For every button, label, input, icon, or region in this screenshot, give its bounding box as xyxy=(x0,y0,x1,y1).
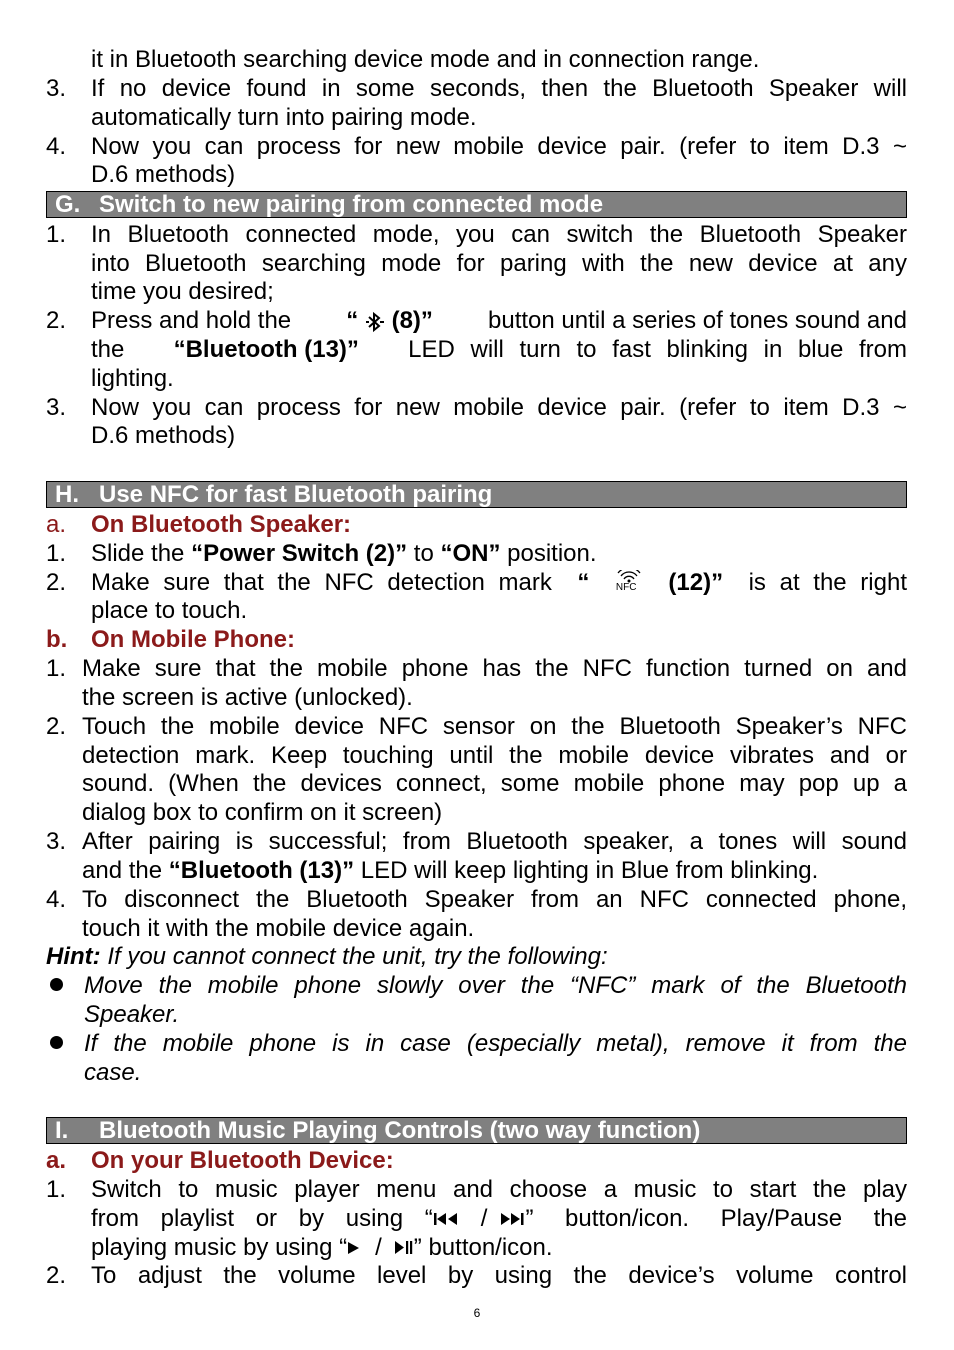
list-number: 1. xyxy=(46,655,67,682)
text-fragment: LED will turn to fast blinking in blue from xyxy=(408,336,907,363)
play-icon xyxy=(347,1240,361,1256)
page-number: 6 xyxy=(473,1306,481,1320)
list-number: 3. xyxy=(46,394,67,421)
led-reference: “Bluetooth (13)” xyxy=(173,336,359,363)
list-item-text: If no device found in some seconds, then the Bluetooth Speaker will xyxy=(91,75,907,102)
quote-open: “ xyxy=(346,307,359,334)
bullet-text: Move the mobile phone slowly over the “NFC” mark of the Bluetooth xyxy=(84,972,907,999)
text-fragment: button until a series of tones sound and xyxy=(488,307,907,334)
subsection-label: a. xyxy=(46,511,67,538)
subsection-title: On Bluetooth Speaker: xyxy=(91,511,352,538)
list-number: 1. xyxy=(46,540,67,567)
section-h-header xyxy=(46,481,907,508)
list-item-text: the screen is active (unlocked). xyxy=(82,684,413,711)
list-item-text: Now you can process for new mobile device pair. (refer to item D.3 ~ xyxy=(91,133,907,160)
list-item-text: sound. (When the devices connect, some mobile phone may pop up a xyxy=(82,770,907,797)
subsection-label: b. xyxy=(46,626,68,653)
section-label: I. xyxy=(55,1117,69,1144)
text-fragment: from playlist or by using “ xyxy=(91,1205,433,1232)
section-title: Bluetooth Music Playing Controls (two way function) xyxy=(99,1117,701,1144)
hint xyxy=(46,942,608,971)
separator: / xyxy=(480,1205,488,1232)
list-number: 2. xyxy=(46,307,67,334)
list-number: 2. xyxy=(46,713,67,740)
position-reference: “ON” xyxy=(440,540,501,567)
subsection-label: a. xyxy=(46,1147,67,1174)
list-item-text xyxy=(91,1233,553,1262)
text-fragment: is at the right xyxy=(748,569,907,596)
subsection-title: On Mobile Phone: xyxy=(91,626,295,653)
list-item-text xyxy=(91,539,597,568)
bullet-text: If the mobile phone is in case (especially metal), remove it from the xyxy=(84,1030,907,1057)
button-reference xyxy=(346,306,433,335)
text-fragment: and the xyxy=(82,857,163,884)
list-item-text: After pairing is successful; from Bluetooth speaker, a tones will sound xyxy=(82,828,907,855)
list-number: 4. xyxy=(46,133,67,160)
list-item-text: Touch the mobile device NFC sensor on the Bluetooth Speaker’s NFC xyxy=(82,713,907,740)
previous-track-icon xyxy=(433,1211,459,1227)
list-number: 4. xyxy=(46,886,67,913)
bluetooth-pairing-icon xyxy=(365,311,385,333)
nfc-mark-icon xyxy=(615,568,643,597)
list-item-text xyxy=(91,335,907,364)
section-title: Use NFC for fast Bluetooth pairing xyxy=(99,481,493,508)
next-track-icon xyxy=(499,1211,525,1227)
list-item-text: automatically turn into pairing mode. xyxy=(91,104,477,131)
section-i-header xyxy=(46,1117,907,1144)
list-item-text: D.6 methods) xyxy=(91,422,236,449)
hint-label: Hint: xyxy=(46,943,101,970)
list-item-text: touch it with the mobile device again. xyxy=(82,915,475,942)
quote-open: “ xyxy=(577,569,590,596)
list-item-text: into Bluetooth searching mode for paring with the new device at any xyxy=(91,250,907,277)
intro-continuation: it in Bluetooth searching device mode and in connection range. xyxy=(91,46,760,73)
list-item-text: Now you can process for new mobile device pair. (refer to item D.3 ~ xyxy=(91,394,907,421)
list-item-text: In Bluetooth connected mode, you can switch the Bluetooth Speaker xyxy=(91,221,907,248)
list-item-text: place to touch. xyxy=(91,597,248,624)
subsection-title: On your Bluetooth Device: xyxy=(91,1147,394,1174)
nfc-mark-text: NFC xyxy=(615,582,637,593)
list-number: 3. xyxy=(46,828,67,855)
section-title: Switch to new pairing from connected mode xyxy=(99,191,604,218)
section-label: G. xyxy=(55,191,81,218)
led-reference: “Bluetooth (13)” xyxy=(168,857,355,884)
bullet-dot xyxy=(50,978,63,991)
list-item-text: Make sure that the mobile phone has the NFC function turned on and xyxy=(82,655,907,682)
hint-text: If you cannot connect the unit, try the following: xyxy=(107,943,608,970)
mark-number: (12)” xyxy=(668,569,724,596)
list-number: 1. xyxy=(46,1176,67,1203)
text-fragment: Press and hold the xyxy=(91,307,292,334)
section-g-header xyxy=(46,191,907,218)
bullet-dot xyxy=(50,1036,63,1049)
list-item-text: D.6 methods) xyxy=(91,161,236,188)
list-number: 2. xyxy=(46,1262,67,1289)
list-item-text: time you desired; xyxy=(91,278,274,305)
list-item-text: To disconnect the Bluetooth Speaker from an NFC connected phone, xyxy=(82,886,907,913)
text-fragment: the xyxy=(91,336,125,363)
text-fragment: LED will keep lighting in Blue from blinking. xyxy=(360,857,819,884)
play-pause-icon xyxy=(394,1239,414,1257)
text-fragment: position. xyxy=(507,540,597,567)
list-item-text xyxy=(91,306,907,335)
text-fragment: ” button/icon. xyxy=(413,1234,553,1261)
text-fragment: Slide the xyxy=(91,540,185,567)
list-number: 3. xyxy=(46,75,67,102)
list-item-text: Switch to music player menu and choose a music to start the play xyxy=(91,1176,907,1203)
text-fragment: ” button/icon. Play/Pause the xyxy=(525,1205,907,1232)
list-item-text: detection mark. Keep touching until the mobile device vibrates and or xyxy=(82,742,907,769)
bullet-text: Speaker. xyxy=(84,1001,180,1028)
list-item-text xyxy=(91,1204,907,1233)
list-item-text: lighting. xyxy=(91,365,174,392)
list-item-text: dialog box to confirm on it screen) xyxy=(82,799,443,826)
separator: / xyxy=(375,1234,382,1261)
list-item-text xyxy=(82,856,818,885)
list-item-text xyxy=(91,568,907,597)
button-number: (8)” xyxy=(391,307,433,334)
list-number: 1. xyxy=(46,221,67,248)
text-fragment: playing music by using “ xyxy=(91,1234,348,1261)
bullet-text: case. xyxy=(84,1059,142,1086)
switch-reference: “Power Switch (2)” xyxy=(191,540,408,567)
section-label: H. xyxy=(55,481,79,508)
list-number: 2. xyxy=(46,569,67,596)
text-fragment: Make sure that the NFC detection mark xyxy=(91,569,552,596)
list-item-text: To adjust the volume level by using the device’s volume control xyxy=(91,1262,907,1289)
text-fragment: to xyxy=(413,540,434,567)
